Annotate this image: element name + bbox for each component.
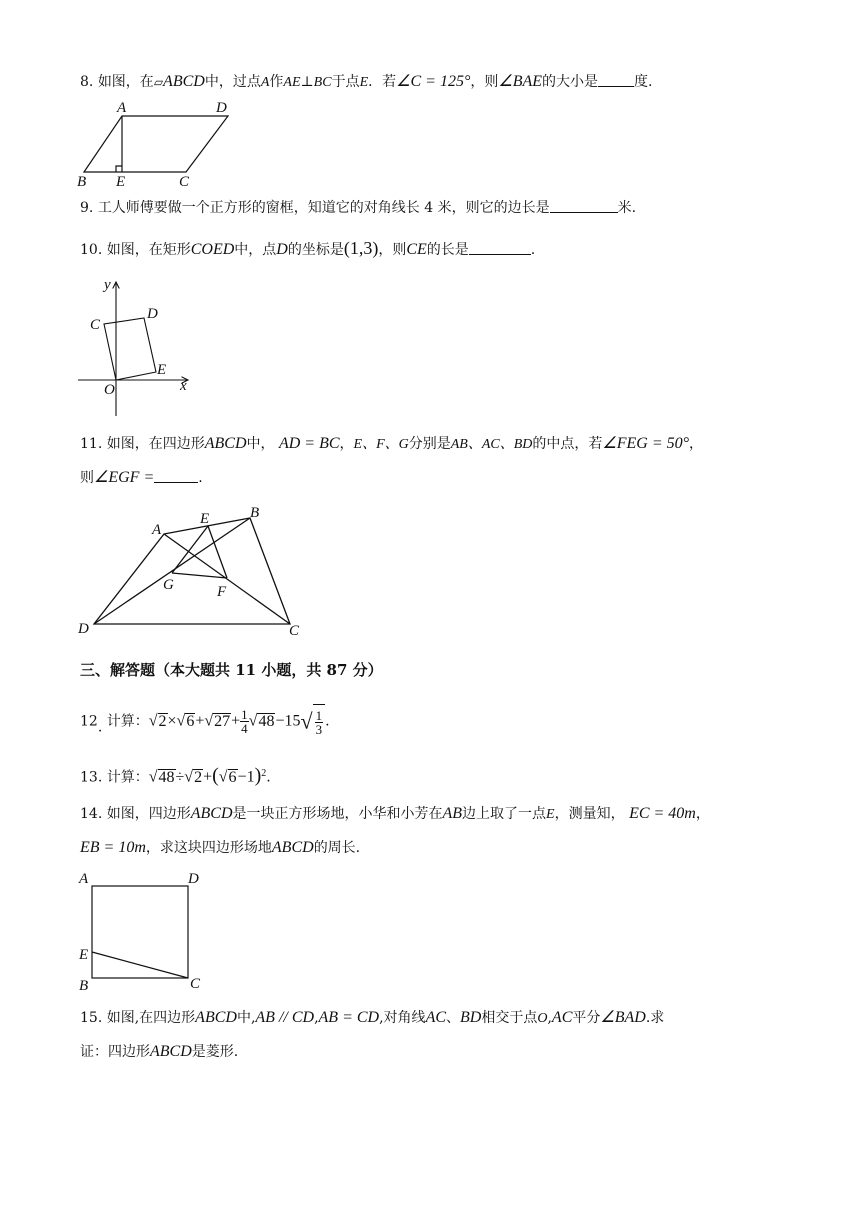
q10-label-y: y [104,277,111,293]
q10-label-x: x [180,378,187,394]
q10-answer-blank [469,240,531,255]
q10-label-o: O [104,382,115,398]
q11-answer-blank [154,468,198,483]
q11-label-g: G [163,577,174,593]
q10-label-c: C [90,317,101,333]
section-heading: 三、解答题（本大题共 11 小题，共 87 分） [80,661,383,679]
q11-label-e: E [200,511,210,527]
q11-figure [76,502,316,642]
q14-label-a: A [79,871,89,887]
q8-text: 8. 如图，在▱ABCD中，过点A作AE⊥BC于点E．若∠C = 125°，则∠BAE的大小是 度. [80,73,653,90]
q11-label-b: B [250,505,260,521]
q10-label-e: E [157,362,167,378]
q15-text-line2: 证：四边形ABCD是菱形. [80,1043,239,1060]
q14-label-e: E [79,947,89,963]
q10-text: 10. 如图，在矩形COED中，点D的坐标是(1,3)，则CE的长是 . [80,238,536,258]
q14-text-line1: 14. 如图，四边形ABCD是一块正方形场地，小华和小芳在AB边上取了一点E，测量知， EC = 40m， [80,805,710,822]
q14-label-b: B [79,978,89,994]
q12-fraction-1: $\frac{1}{4}$ [241,707,248,736]
q8-figure [76,98,246,190]
q12-text: 12. 计算：√2×√6+√27+ $\frac{1}{4}$ √48−15√ $\frac{1}{3}$ . [80,704,330,740]
q14-label-d: D [188,871,199,887]
q12-fraction-2: $\frac{1}{3}$ [315,707,323,737]
q11-label-d: D [78,621,89,637]
q14-text-line2: EB = 10m，求这块四边形场地ABCD的周长. [80,839,361,856]
q8-answer-blank [598,72,634,87]
q10-label-d: D [147,306,158,322]
q11-label-a: A [152,522,162,538]
q8-label-c: C [179,174,190,190]
q13-text: 13. 计算：$√48\div√2+(√6-1)^2$. [80,764,271,787]
q14-label-c: C [190,976,201,992]
q8-label-a: A [117,100,127,116]
q15-text-line1: 15. 如图,在四边形ABCD中,AB // CD,AB = CD,对角线AC、BD相交于点O,AC平分∠BAD.求 [80,1009,665,1026]
q8-label-b: B [77,174,87,190]
q10-figure [76,276,196,421]
q11-label-c: C [289,623,300,639]
q14-figure [76,866,216,996]
q9-text: 9. 工人师傅要做一个正方形的窗框，知道它的对角线长 4 米，则它的边长是 米. [80,200,637,216]
q11-text-line2: 则∠EGF = . [80,469,203,486]
q8-label-e: E [116,174,126,190]
q9-answer-blank [550,198,618,213]
q8-label-d: D [216,100,227,116]
q11-text-line1: 11. 如图，在四边形ABCD中， AD = BC，E、F、G分别是AB、AC、BD的中点，若∠FEG = 50°， [80,435,704,452]
q11-label-f: F [217,584,227,600]
